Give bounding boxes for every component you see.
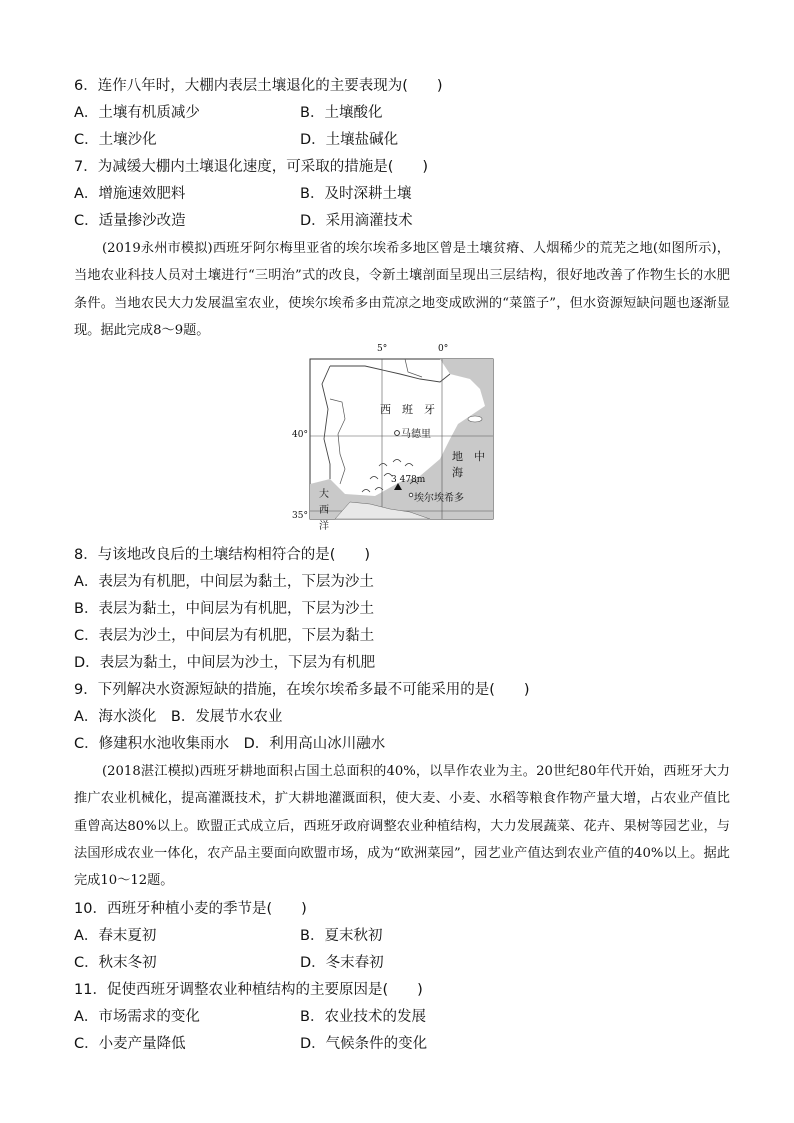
label-atlantic-3: 洋 (319, 521, 329, 532)
question-7-option-d: D．采用滴灌技术 (300, 213, 413, 229)
question-6-option-c: C．土壤沙化 (74, 132, 157, 148)
question-10-option-b: B．夏末秋初 (300, 928, 383, 944)
spain-map (290, 344, 505, 532)
passage-yongzhou: (2019永州市模拟)西班牙阿尔梅里亚省的埃尔埃希多地区曾是土壤贫瘠、人烟稀少的荒芜之地(如图所示)，当地农业科技人员对土壤进行“三明治”式的改良，令新土壤剖面呈现出三层结构，很好地改善了作物生长的水肥条件。当地农民大力发展温室农业，使埃尔埃希多由荒凉之地变成欧洲的“菜篮子”，但水资源短缺问题也逐渐显现。据此完成8～9题。 (74, 241, 730, 338)
question-8-option-a: A．表层为有机肥，中间层为黏土，下层为沙土 (74, 574, 374, 590)
question-11-option-c: C．小麦产量降低 (74, 1036, 186, 1052)
question-10-stem: 10．西班牙种植小麦的季节是( ) (74, 901, 307, 917)
label-el-ejido: 埃尔埃希多 (414, 493, 464, 504)
question-7-stem: 7．为减缓大棚内土壤退化速度，可采取的措施是( ) (74, 159, 429, 175)
question-11-option-b: B．农业技术的发展 (300, 1009, 426, 1025)
question-7-option-b: B．及时深耕土壤 (300, 186, 412, 202)
question-8-option-d: D．表层为黏土，中间层为沙土，下层为有机肥 (74, 655, 376, 671)
question-9-options-ab: A．海水淡化 B．发展节水农业 (74, 709, 283, 725)
question-6-option-a: A．土壤有机质减少 (74, 105, 200, 121)
question-7-option-c: C．适量掺沙改造 (74, 213, 186, 229)
longitude-5: 5° (377, 344, 388, 354)
question-8-option-c: C．表层为沙土，中间层为有机肥，下层为黏土 (74, 628, 375, 644)
latitude-40: 40° (292, 430, 308, 440)
label-madrid: 马德里 (401, 429, 431, 440)
question-11-option-a: A．市场需求的变化 (74, 1009, 200, 1025)
longitude-0: 0° (438, 344, 449, 354)
label-mediterranean: 地 中 海 (452, 450, 496, 479)
label-peak-elevation: 3 478m (391, 475, 426, 485)
latitude-35: 35° (292, 511, 308, 521)
label-spain: 西 班 牙 (380, 403, 435, 416)
question-9-options-cd: C．修建积水池收集雨水 D．利用高山冰川融水 (74, 736, 386, 752)
label-atlantic-2: 西 (319, 505, 329, 516)
question-8-stem: 8．与该地改良后的土壤结构相符合的是( ) (74, 547, 371, 563)
question-10-option-d: D．冬末春初 (300, 955, 384, 971)
question-10-option-a: A．春末夏初 (74, 928, 157, 944)
question-9-stem: 9．下列解决水资源短缺的措施，在埃尔埃希多最不可能采用的是( ) (74, 682, 530, 698)
question-11-stem: 11．促使西班牙调整农业种植结构的主要原因是( ) (74, 982, 423, 998)
question-7-option-a: A．增施速效肥料 (74, 186, 186, 202)
question-11-option-d: D．气候条件的变化 (300, 1036, 428, 1052)
label-atlantic-1: 大 (319, 489, 329, 500)
question-6-option-b: B．土壤酸化 (300, 105, 383, 121)
question-6-option-d: D．土壤盐碱化 (300, 132, 399, 148)
passage-zhanjiang: (2018湛江模拟)西班牙耕地面积占国土总面积的40%，以旱作农业为主。20世纪80年代开始，西班牙大力推广农业机械化，提高灌溉技术，扩大耕地灌溉面积，使大麦、小麦、水稻等粮食作物产量大增，占农业产值比重曾高达80%以上。欧盟正式成立后，西班牙政府调整农业种植结构，大力发展蔬菜、花卉、果树等园艺业，与法国形成农业一体化，农产品主要面向欧盟市场，成为“欧洲菜园”，园艺业产值达到农业产值的40%以上。据此完成10～12题。 (74, 764, 730, 889)
question-10-option-c: C．秋末冬初 (74, 955, 157, 971)
question-6-stem: 6．连作八年时，大棚内表层土壤退化的主要表现为( ) (74, 78, 443, 94)
question-8-option-b: B．表层为黏土，中间层为有机肥，下层为沙土 (74, 601, 374, 617)
